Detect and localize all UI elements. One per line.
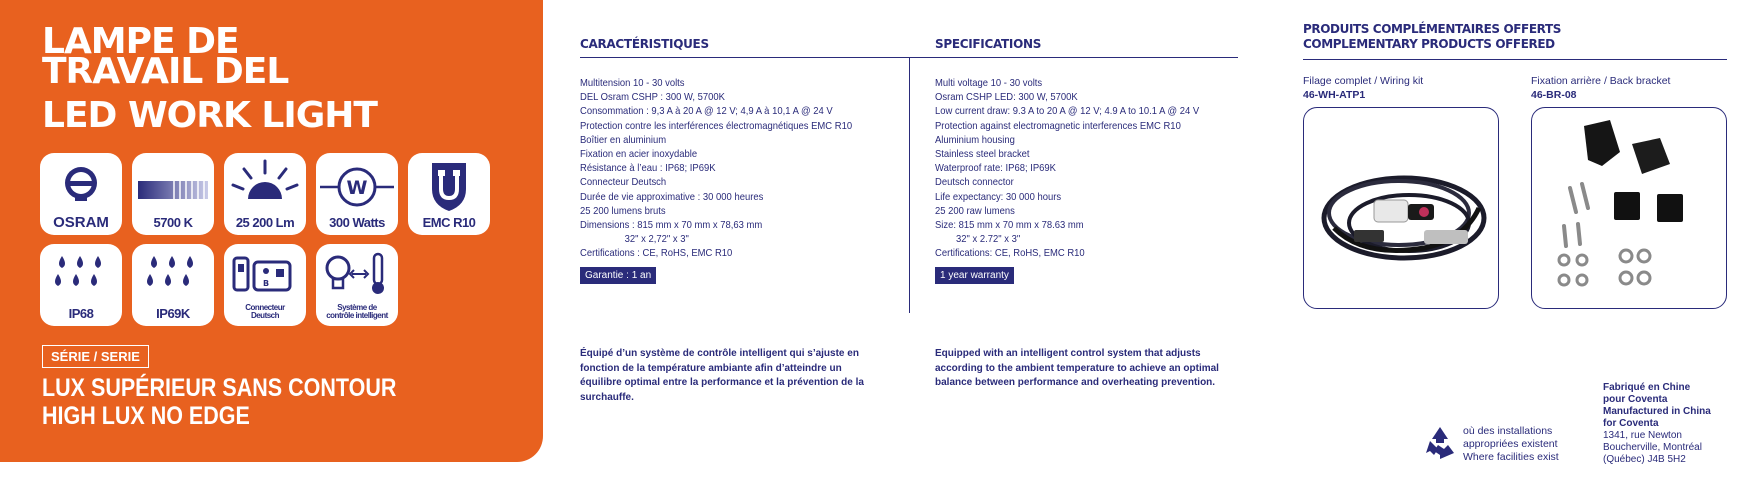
product-label-wiring: Filage complet / Wiring kit xyxy=(1303,75,1424,87)
serie-name-en: HIGH LUX NO EDGE xyxy=(42,402,250,430)
smart-control-note-fr: Équipé d’un système de contrôle intelligent qui s’ajuste en fonction de la température ambiante afin d’atteindre un équilibre optimal entre la performance et la prévention de la surchauffe. xyxy=(580,348,864,403)
list-item: Osram CSHP LED: 300 W, 5700K xyxy=(935,91,1078,104)
column-divider xyxy=(909,57,910,313)
wiring-kit-image xyxy=(1304,108,1499,309)
recycle-icon xyxy=(1422,425,1458,461)
title-line-3: LED WORK LIGHT xyxy=(42,95,377,136)
list-item: 25 200 lumens bruts xyxy=(580,204,666,217)
list-item: Stainless steel bracket xyxy=(935,148,1030,161)
address-line-1: 1341, rue Newton xyxy=(1603,430,1682,441)
list-item: Low current draw: 9.3 A to 20 A @ 12 V; 4.9 A to 10.1 A @ 24 V xyxy=(935,105,1200,118)
list-item: Life expectancy: 30 000 hours xyxy=(935,190,1062,203)
made-in-en-1: Manufactured in China xyxy=(1603,406,1711,417)
recycle-text-2: appropriées existent xyxy=(1463,438,1558,450)
list-item: Fixation en acier inoxydable xyxy=(580,148,698,161)
title-line-1: LAMPE DE xyxy=(42,21,239,62)
list-item: Dimensions : 815 mm x 70 mm x 78,63 mm xyxy=(580,219,763,232)
list-item: Multi voltage 10 - 30 volts xyxy=(935,77,1043,89)
product-image-wiring-kit xyxy=(1303,107,1499,309)
emc-label: EMC R10 xyxy=(422,215,476,230)
list-item: Consommation : 9,3 A à 20 A @ 12 V; 4,9 A à 10,1 A @ 24 V xyxy=(580,105,833,118)
product-code-wiring: 46-WH-ATP1 xyxy=(1303,89,1366,101)
en-heading: SPECIFICATIONS xyxy=(935,37,1042,51)
smart-control-note-en: Equipped with an intelligent control system that adjusts according to the ambient temperature to achieve an optimal balance between performance and overheating prevention. xyxy=(935,348,1219,388)
connector-label: Connecteur Deutsch xyxy=(245,303,285,320)
complementary-heading: PRODUITS COMPLÉMENTAIRES OFFERTS COMPLEMENTARY PRODUCTS OFFERED xyxy=(1303,22,1561,51)
product-code-bracket: 46-BR-08 xyxy=(1531,89,1577,101)
list-item: Résistance à l’eau : IP68; IP69K xyxy=(580,162,716,175)
list-item: Protection against electromagnetic interferences EMC R10 xyxy=(935,119,1181,132)
list-item: Boîtier en aluminium xyxy=(580,133,667,146)
list-item: Multitension 10 - 30 volts xyxy=(580,77,685,89)
product-label-bracket: Fixation arrière / Back bracket xyxy=(1531,75,1671,87)
svg-text:B: B xyxy=(262,279,270,288)
list-item: 32" x 2,72" x 3" xyxy=(580,233,689,246)
made-in-fr-2: pour Coventa xyxy=(1603,394,1668,405)
emc-tile xyxy=(408,153,490,235)
svg-text:W: W xyxy=(346,177,368,199)
made-in-en-2: for Coventa xyxy=(1603,418,1659,429)
ip69k-tile xyxy=(132,244,214,326)
list-item: Deutsch connector xyxy=(935,176,1014,189)
back-bracket-image xyxy=(1532,108,1727,309)
en-spec-list xyxy=(935,76,1229,261)
warranty-badge-fr: Garantie : 1 an xyxy=(580,267,656,284)
watts-label: 300 Watts xyxy=(329,215,385,230)
list-item: Protection contre les interférences électromagnétiques EMC R10 xyxy=(580,119,853,132)
recycle-text-1: où des installations xyxy=(1463,425,1553,437)
complementary-divider xyxy=(1303,59,1727,60)
warranty-badge-en: 1 year warranty xyxy=(935,267,1014,284)
address-line-3: (Québec) J4B 5H2 xyxy=(1603,454,1686,465)
address-line-2: Boucherville, Montréal xyxy=(1603,442,1702,453)
smart-control-label: Système de contrôle intelligent xyxy=(326,303,388,320)
osram-tile xyxy=(40,153,122,235)
list-item: Waterproof rate: IP68; IP69K xyxy=(935,162,1056,175)
list-item: Aluminium housing xyxy=(935,133,1015,146)
ip68-label: IP68 xyxy=(68,306,94,321)
fr-spec-list xyxy=(580,76,882,261)
color-temp-label: 5700 K xyxy=(153,215,193,230)
list-item: DEL Osram CSHP : 300 W, 5700K xyxy=(580,91,725,104)
list-item: Certifications: CE, RoHS, EMC R10 xyxy=(935,247,1085,260)
ip68-tile xyxy=(40,244,122,326)
title-line-2: TRAVAIL DEL xyxy=(42,51,289,92)
serie-badge: SÉRIE / SERIE xyxy=(42,345,149,368)
product-image-back-bracket xyxy=(1531,107,1727,309)
list-item: 25 200 raw lumens xyxy=(935,204,1015,217)
color-temp-tile xyxy=(132,153,214,235)
smart-control-tile xyxy=(316,244,398,326)
watts-tile xyxy=(316,153,398,235)
osram-label: OSRAM xyxy=(53,214,109,231)
fr-heading: CARACTÉRISTIQUES xyxy=(580,37,709,51)
brand-panel xyxy=(0,0,543,462)
ip69k-label: IP69K xyxy=(156,306,190,321)
list-item: Connecteur Deutsch xyxy=(580,176,667,189)
list-item: 32" x 2.72" x 3" xyxy=(935,233,1021,246)
lumens-tile xyxy=(224,153,306,235)
list-item: Certifications : CE, RoHS, EMC R10 xyxy=(580,247,733,260)
lumens-label: 25 200 Lm xyxy=(235,215,295,230)
connector-tile xyxy=(224,244,306,326)
made-in-fr-1: Fabriqué en Chine xyxy=(1603,382,1691,393)
list-item: Size: 815 mm x 70 mm x 78.63 mm xyxy=(935,219,1084,232)
recycle-text-3: Where facilities exist xyxy=(1463,451,1559,463)
list-item: Durée de vie approximative : 30 000 heures xyxy=(580,190,764,203)
serie-name-fr: LUX SUPÉRIEUR SANS CONTOUR xyxy=(42,374,397,402)
